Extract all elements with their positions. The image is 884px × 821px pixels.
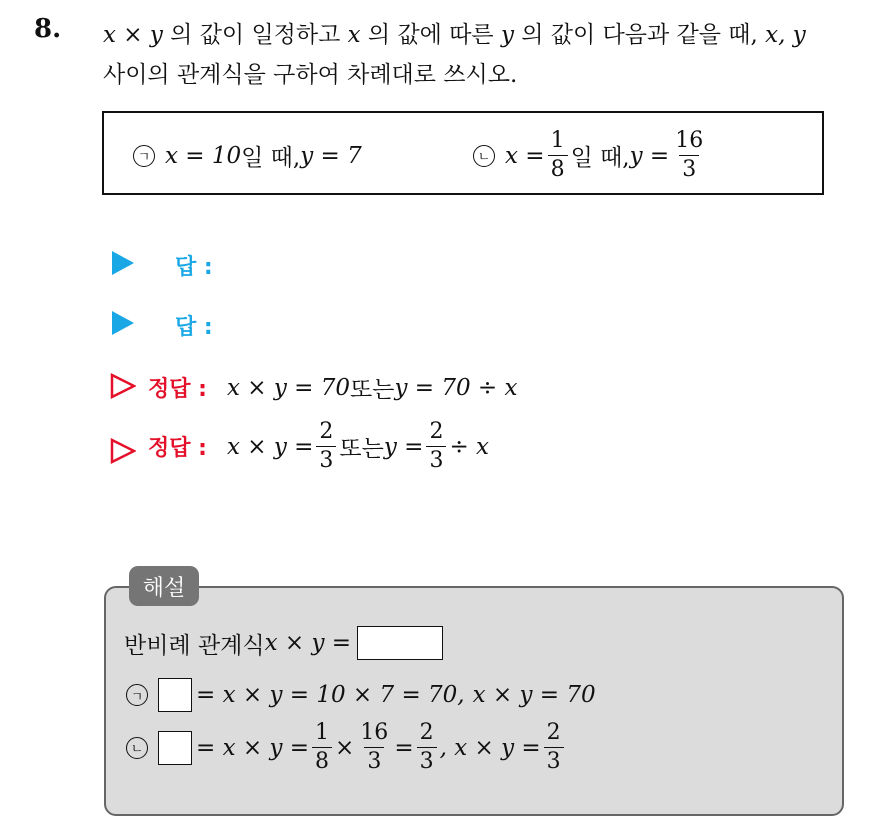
circled-nieun-icon: ㄴ [473, 145, 495, 167]
solution-tag: 해설 [129, 566, 199, 606]
answer-arrow-icon [112, 251, 134, 275]
answer-arrow-icon [112, 311, 134, 335]
answer-blank-box [158, 731, 192, 765]
fraction: $\frac{2}{3}$ [426, 421, 446, 472]
answer-label-2: 답 : [175, 315, 213, 340]
fraction: $\frac{2}{3}$ [417, 722, 437, 773]
circled-giyeok-icon: ㄱ [133, 145, 155, 167]
solution-line-3: ㄴ = x × y = $\frac{1}{8}$ × $\frac{16}{3}$ = $\frac{2}{3}$ , x × y = $\frac{2}{3}$ [126, 722, 567, 773]
answer-blank-box [158, 678, 192, 712]
fraction: $\frac{2}{3}$ [544, 722, 564, 773]
correct-answer-2: 정답 : x × y = $\frac{2}{3}$ 또는 y = $\frac{2}{3}$ ÷ x [148, 419, 489, 473]
answer-label-1: 답 : [175, 255, 213, 280]
fraction: $\frac{1}{8}$ [548, 130, 568, 181]
condition-b: ㄴ x = $\frac{1}{8}$ 일 때, y = $\frac{16}{3}$ [473, 130, 709, 181]
fraction: $\frac{1}{8}$ [312, 722, 332, 773]
solution-line-2: ㄱ = x × y = 10 × 7 = 70, x × y = 70 [126, 678, 596, 712]
correct-answer-1: 정답 : x × y = 70 또는 y = 70 ÷ x [148, 374, 518, 403]
answer-blank-box [357, 626, 443, 660]
fraction: $\frac{16}{3}$ [360, 720, 389, 774]
fraction: $\frac{2}{3}$ [316, 421, 336, 472]
question-line-1: x × y 의 값이 일정하고 x 의 값에 따른 y 의 값이 다음과 같을 때, x, y [103, 22, 806, 48]
problem-number: 8. [34, 14, 62, 44]
condition-a: ㄱ x = 10 일 때, y = 7 [133, 139, 362, 172]
correct-arrow-icon [110, 438, 136, 464]
correct-arrow-icon [110, 373, 136, 399]
solution-line-1: 반비례 관계식 x × y = [124, 626, 443, 660]
circled-nieun-icon: ㄴ [126, 737, 148, 759]
circled-giyeok-icon: ㄱ [126, 684, 148, 706]
question-line-2: 사이의 관계식을 구하여 차례대로 쓰시오. [103, 62, 518, 88]
fraction: $\frac{16}{3}$ [675, 128, 704, 182]
